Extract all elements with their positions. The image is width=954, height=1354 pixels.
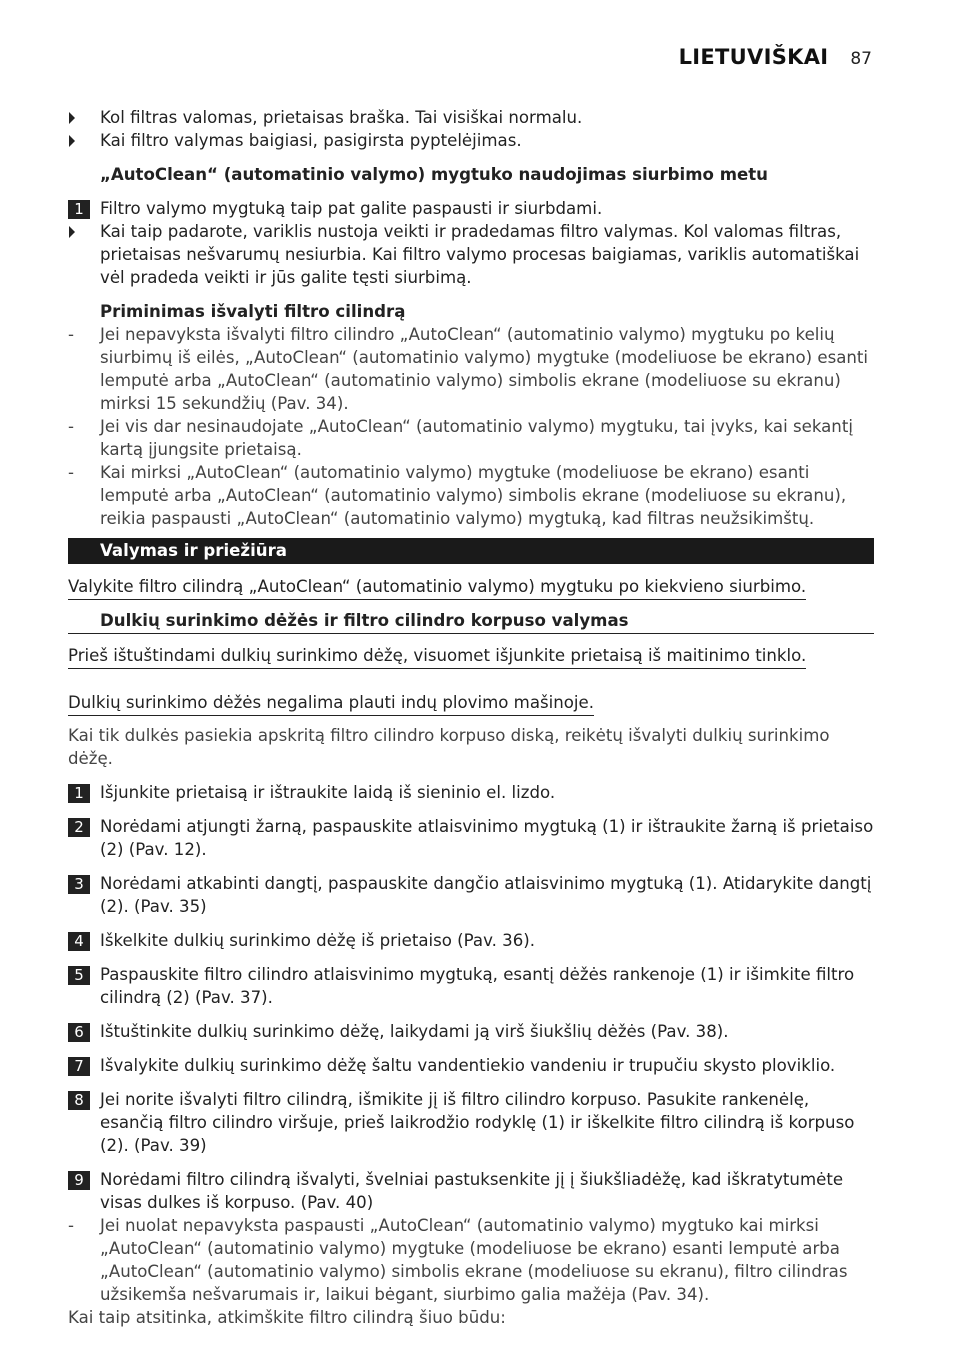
page-number: 87 (850, 49, 872, 69)
step-text: Išvalykite dulkių surinkimo dėžę šaltu vandentiekio vandeniu ir trupučiu skysto ploviklio. (100, 1056, 836, 1075)
step-item (68, 815, 874, 861)
dash-text: Kai mirksi „AutoClean“ (automatinio valymo) mygtuke (modeliuose be ekrano) esanti lemputė arba „AutoClean“ (automatinio valymo) simbolis ekrane (modeliuose su ekranu), reikia paspausti „AutoClean“ (automatinio valymo) mygtuką, kad filtras neužsikimštų. (100, 463, 847, 528)
step-number: 3 (68, 875, 90, 894)
step-item (68, 781, 874, 804)
warning-text: Prieš ištuštindami dulkių surinkimo dėžę, visuomet išjunkite prietaisą iš maitinimo tinklo. (68, 646, 806, 669)
reminder-heading: Priminimas išvalyti filtro cilindrą (100, 302, 406, 321)
info-text: Kai tik dulkės pasiekia apskritą filtro cilindro korpuso diską, reikėtų išvalyti dulkių surinkimo dėžę. (68, 726, 830, 768)
bullet-triangle-icon (69, 226, 75, 238)
step-text: Filtro valymo mygtuką taip pat galite paspausti ir siurbdami. (100, 199, 603, 218)
step-item (68, 1088, 874, 1157)
step-text: Jei norite išvalyti filtro cilindrą, išmikite jį iš filtro cilindro korpuso. Pasukite rankenėlę, esančią filtro cilindro viršuje, prieš laikrodžio rodyklę (1) ir iškelkite filtro cilindrą iš korpuso (2). (Pav. 39) (100, 1090, 855, 1155)
step-text: Norėdami atjungti žarną, paspauskite atlaisvinimo mygtuką (1) ir ištraukite žarną iš prietaiso (2) (Pav. 12). (100, 817, 874, 859)
step-text: Paspauskite filtro cilindro atlaisvinimo mygtuką, esantį dėžės rankenoje (1) ir išimkite filtro cilindrą (2) (Pav. 37). (100, 965, 855, 1007)
step-item (68, 1020, 874, 1043)
bullet-item (68, 129, 874, 152)
step-text: Norėdami atkabinti dangtį, paspauskite dangčio atlaisvinimo mygtuką (1). Atidarykite dangtį (2). (Pav. 35) (100, 874, 872, 916)
step-text: Norėdami filtro cilindrą išvalyti, švelniai pastuksenkite jį į šiukšliadėžę, kad iškratytumėte visas dulkes iš korpuso. (Pav. 40) (100, 1170, 844, 1212)
step-number: 7 (68, 1057, 90, 1076)
dash-item (68, 461, 874, 530)
step-number: 2 (68, 818, 90, 837)
closing-text: Kai taip atsitinka, atkimškite filtro cilindrą šiuo būdu: (68, 1308, 506, 1327)
dash-marker: - (68, 463, 74, 482)
step-number: 4 (68, 932, 90, 951)
step-text: Išjunkite prietaisą ir ištraukite laidą iš sieninio el. lizdo. (100, 783, 556, 802)
step-item (68, 872, 874, 918)
dash-marker: - (68, 417, 74, 436)
step-number: 1 (68, 784, 90, 803)
dash-text: Jei nuolat nepavyksta paspausti „AutoClean“ (automatinio valymo) mygtuko kai mirksi „AutoClean“ (automatinio valymo) mygtuke (modeliuose be ekrano) esanti lemputė arba „AutoClean“ (automatinio valymo) simbolis ekrane (modeliuose su ekranu), filtro cilindras užsikemša nešvarumais ir, laikui bėgant, siurbimo galia mažėja (Pav. 34). (100, 1216, 848, 1304)
dash-item (68, 415, 874, 461)
step-item (68, 1054, 874, 1077)
autoclean-heading: „AutoClean“ (automatinio valymo) mygtuko naudojimas siurbimo metu (100, 165, 768, 184)
step-text: Ištuštinkite dulkių surinkimo dėžę, laikydami ją virš šiukšlių dėžės (Pav. 38). (100, 1022, 729, 1041)
step-text: Iškelkite dulkių surinkimo dėžę iš prietaiso (Pav. 36). (100, 931, 536, 950)
bullet-text: Kai taip padarote, variklis nustoja veikti ir pradedamas filtro valymas. Kol valomas filtras, prietaisas nešvarumų nesiurbia. Kai filtro valymo procesas baigiamas, variklis automatiškai vėl pradeda veikti ir jūs galite tęsti siurbimą. (100, 222, 860, 287)
dash-text: Jei vis dar nesinaudojate „AutoClean“ (automatinio valymo) mygtuku, tai įvyks, kai sekantį kartą įjungsite prietaisą. (100, 417, 853, 459)
dash-item (68, 323, 874, 415)
caution-text: Dulkių surinkimo dėžės negalima plauti indų plovimo mašinoje. (68, 693, 594, 716)
language-title: LIETUVIŠKAI (678, 45, 829, 69)
document-body (68, 106, 874, 1329)
bullet-text: Kol filtras valomas, prietaisas braška. Tai visiškai normalu. (100, 108, 583, 127)
bullet-triangle-icon (69, 135, 75, 147)
bullet-text: Kai filtro valymas baigiasi, pasigirsta pyptelėjimas. (100, 131, 522, 150)
dash-marker: - (68, 325, 74, 344)
dash-marker: - (68, 1216, 74, 1235)
section-note (68, 575, 874, 598)
bullet-item (68, 106, 874, 129)
step-item (68, 929, 874, 952)
step-number: 9 (68, 1171, 90, 1190)
section-title-bar: Valymas ir priežiūra (68, 538, 874, 564)
bullet-item (68, 220, 874, 289)
page-header (679, 46, 872, 71)
step-number: 1 (68, 200, 90, 219)
step-number: 6 (68, 1023, 90, 1042)
step-item (68, 963, 874, 1009)
dash-item (68, 1214, 874, 1306)
step-number: 8 (68, 1091, 90, 1110)
warning-note (68, 644, 874, 667)
step-item (68, 197, 874, 220)
dash-text: Jei nepavyksta išvalyti filtro cilindro „AutoClean“ (automatinio valymo) mygtuku po kelių siurbimų iš eilės, „AutoClean“ (automatinio valymo) mygtuke (modeliuose be ekrano) esanti lemputė arba „AutoClean“ (automatinio valymo) simbolis ekrane (modeliuose su ekranu) mirksi 15 sekundžių (Pav. 34). (100, 325, 869, 413)
section-note-text: Valykite filtro cilindrą „AutoClean“ (automatinio valymo) mygtuku po kiekvieno siurbimo. (68, 577, 806, 600)
caution-note (68, 691, 874, 714)
bullet-triangle-icon (69, 112, 75, 124)
step-number: 5 (68, 966, 90, 985)
step-item (68, 1168, 874, 1214)
dust-heading: Dulkių surinkimo dėžės ir filtro cilindro korpuso valymas (68, 609, 874, 634)
